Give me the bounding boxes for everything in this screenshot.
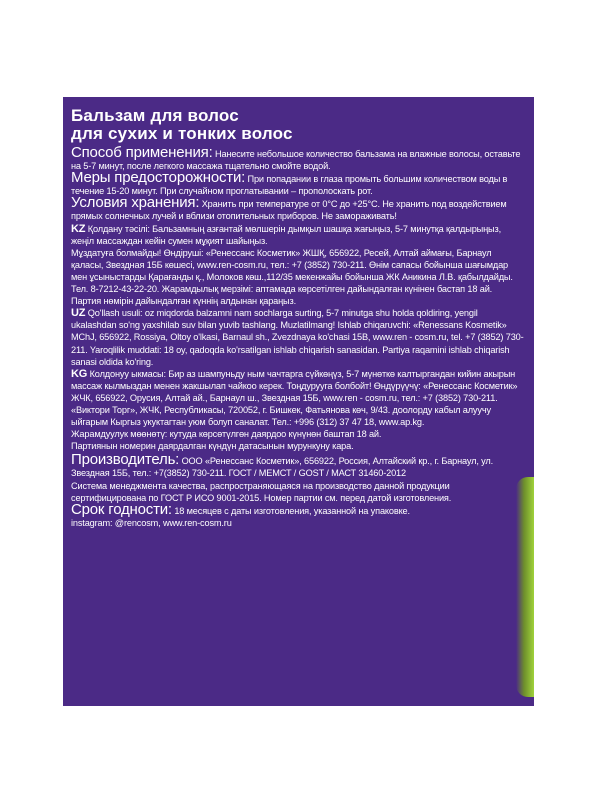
usage-text: Нанесите небольшое количество бальзама на влажные волосы, оставьте на 5-7 минут, после легкого массажа тщательно смойте водой. bbox=[71, 149, 521, 172]
shelf-life-text: 18 месяцев с даты изготовления, указанной на упаковке. bbox=[174, 505, 410, 516]
kg-section-2 bbox=[71, 428, 524, 440]
kz-code: KZ bbox=[71, 222, 86, 235]
shelf-life-section bbox=[71, 500, 524, 518]
kg-text-3: Партиянын номерин даярдалган күндүн датасынын мурункуну кара. bbox=[71, 441, 354, 452]
label-content bbox=[71, 107, 524, 529]
kz-text-1: Қолдану тәсілі: Бальзамның азғантай мөлшерін дымқыл шашқа жағыңыз, 5-7 минутқа қалдырыңыз, жеңіл массаждан кейін сумен мұқият шайыңыз. bbox=[71, 223, 501, 246]
precautions-heading: Меры предосторожности: bbox=[71, 169, 246, 187]
quality-text: Система менеджмента качества, распространяющаяся на производство данной продукции сертифицирована по ГОСТ Р ИСО 9001-2015. Номер партии см. перед датой изготовления. bbox=[71, 480, 452, 503]
social-links bbox=[71, 517, 524, 529]
uz-text: Qo'llash usuli: oz miqdorda balzamni nam sochlarga surting, 5-7 minutga shu holda qoldiring, yengil ukalashdan so'ng yaxshilab suv bilan yuvib tashlang. Muzlatilmang! Ishlab chiqaruvchi: «Renessans Kosmetik» MChJ, 656922, Rossiya, Oltoy o'lkasi, Barnaul sh., Zvezdnaya ko'chasi 15B, www.ren - cosm.ru, tel. +7 (3852) 730-211. Yaroqlilik muddati: 18 oy, qadoqda ko'rsatilgan ishlab chiqarish sanasidan. Partiya raqamini ishlab chiqarish sanasi oldida ko'ring. bbox=[71, 308, 524, 367]
kz-section bbox=[71, 223, 524, 247]
product-title bbox=[71, 107, 524, 143]
precautions-text: При попадании в глаза промыть большим количеством воды в течение 15-20 минут. При случайном проглатывании – прополоскать рот. bbox=[71, 174, 508, 197]
kg-text-2: Жарамдуулук мөөнөтү: кутуда көрсөтүлгөн даярдоо күнүнөн баштап 18 ай. bbox=[71, 429, 382, 440]
uz-section bbox=[71, 307, 524, 367]
manufacturer-text: ООО «Ренессанс Косметик», 656922, Россия, Алтайский кр., г. Барнаул, ул. Звездная 15Б, тел.: +7(3852) 730-211. ГОСТ / МЕМСТ / GOST / МАСТ 31460-2012 bbox=[71, 456, 494, 479]
kg-section bbox=[71, 368, 524, 428]
product-label-panel bbox=[63, 97, 534, 706]
storage-heading: Условия хранения: bbox=[71, 194, 200, 212]
kz-section-2 bbox=[71, 247, 524, 307]
usage-heading: Способ применения: bbox=[71, 144, 213, 161]
social-text: instagram: @rencosm, www.ren-cosm.ru bbox=[71, 517, 232, 528]
kz-text-2: Мұздатуға болмайды! Өндіруші: «Ренессанс Косметик» ЖШҚ, 656922, Ресей, Алтай аймағы, Барнаул қаласы, Звездная 15Б көшесі, www.ren-cosm.ru, тел.: +7 (3852) 730-211. Өнім сапасы бойынша шағымдар мен ұсыныстарды Қарағанды қ., Молоков көш.,112/35 мекенжайы бойынша ЖК Аникина Л.В. қабылдайды. Тел. 8-7212-43-22-20. Жарамдылық мерзімі: аптамада көрсетілген дайындалған күнінен бастап 18 ай. Партия нөмірін дайындалған күннің алдынан қараңыз. bbox=[71, 247, 513, 307]
manufacturer-heading: Производитель: bbox=[71, 451, 180, 469]
title-line-1: Бальзам для волос bbox=[71, 106, 239, 125]
uz-code: UZ bbox=[71, 307, 86, 320]
kg-text-1: Колдонуу ыкмасы: Бир аз шампуньду ным чачтарга сүйкөңүз, 5-7 мүнөткө калтыргандан кийин акырын массаж кылмыздан менен жакшылап чайкоо керек. Тоңдурууга болбойт! Өндүрүүчү: «Ренессанс Косметик» ЖЧК, 656922, Орусия, Алтай ай., Барнаул ш., Звездная 15Б, www.ren - cosm.ru, тел.: +7 (3852) 730-211. «Виктори Торг», ЖЧК, Республикасы, 720052, г. Бишкек, Фатьянова көч, 9/43. доолорду кабыл алуучу ыйгарым Кыргыз укуктагтан уюм болуп саналат. Тел.: +996 (312) 37 47 18, www.ap.kg. bbox=[71, 368, 518, 428]
kg-code: KG bbox=[71, 367, 88, 380]
storage-text: Хранить при температуре от 0°С до +25°С. Не хранить под воздействием прямых солнечных лучей и вблизи отопительных приборов. Не замораживать! bbox=[71, 199, 507, 222]
title-line-2: для сухих и тонких волос bbox=[71, 124, 293, 143]
storage-section bbox=[71, 194, 524, 222]
manufacturer-section bbox=[71, 451, 524, 479]
shelf-life-heading: Срок годности: bbox=[71, 500, 172, 518]
